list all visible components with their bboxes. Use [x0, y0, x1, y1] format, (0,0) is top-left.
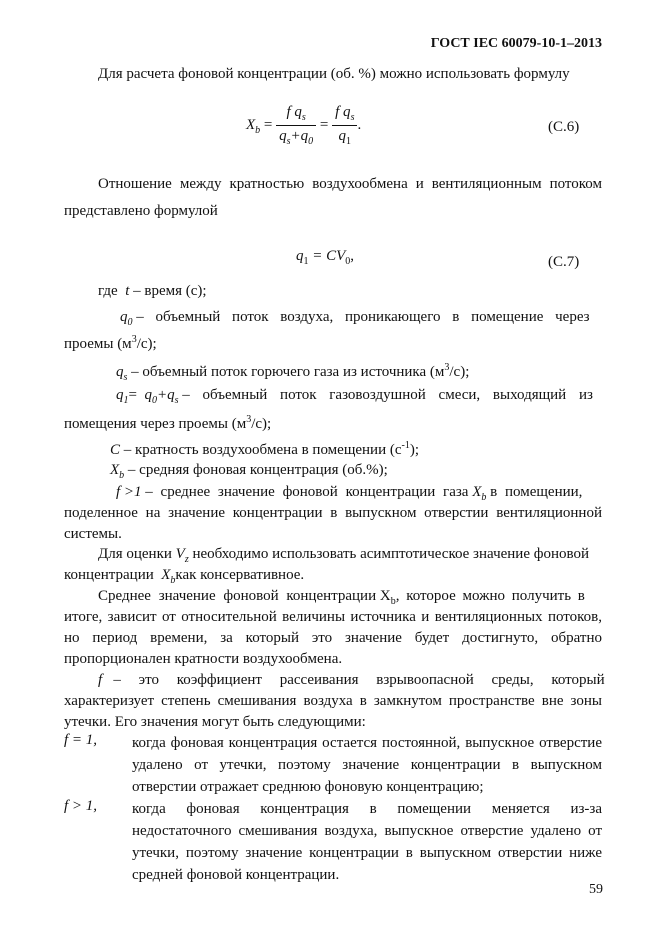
- equation-c7: $q_1 = CV_0$,: [296, 248, 355, 267]
- c-definition: C – кратность воздухообмена в помещении $(с^{-1})$;: [110, 440, 420, 458]
- item-2-text: когда фоновая концентрация в помещении меняется из-за недостаточного смешивания воздуха, выпускное отверстие удалено от утечки, поэтому значение концентрации в выпускном отверстии ниже средней фоновой концентрации.: [132, 801, 602, 883]
- avg-paragraph-line-1: Среднее значение фоновой концентрации $X_b$, которое можно получить в: [98, 588, 585, 607]
- vz-paragraph-line-2: концентрации $X_bкак$ консервативное.: [64, 567, 305, 586]
- page-number: 59: [589, 882, 603, 897]
- q1-definition: $q_1= q_0+q_s$ – объемный поток газовоздушной смеси, выходящий из: [116, 387, 593, 406]
- q1-definition-cont: помещения через проемы $(м^3/с)$;: [64, 414, 272, 432]
- avg-paragraph-line-3: но период времени, за который это значение будет достигнуто, обратно: [64, 630, 602, 646]
- relation-line-2: представлено формулой: [64, 203, 218, 219]
- f1-definition-line-3: системы.: [64, 526, 122, 542]
- fdef-line-3: утечки. Его значения могут быть следующими:: [64, 714, 366, 730]
- item-2-label: f > 1,: [64, 798, 98, 814]
- q0-definition-cont: проемы $(м^3/с)$;: [64, 334, 157, 352]
- fdef-line-2: характеризует степень смешивания воздуха в замкнутом пространстве вне зоны: [64, 693, 602, 709]
- avg-paragraph-line-4: пропорционален кратности воздухообмена.: [64, 651, 343, 667]
- f1-definition: f >1 – среднее значение фоновой концентрации газа $X_b$ в помещении,: [116, 484, 583, 503]
- item-1-text: когда фоновая концентрация остается постоянной, выпускное отверстие удалено от утечки, поэтому значение концентрации в выпускном отверстии отражает среднюю фоновую концентрацию;: [132, 735, 602, 795]
- document-header: ГОСТ IEC 60079-10-1–2013: [430, 36, 602, 51]
- equation-c6: $X_b$ = $\frac{f q_s}{q_s+q_0}$ = $\frac{f q_s}{q_1}$ .: [246, 104, 362, 147]
- avg-paragraph-line-2: итоге, зависит от относительной величины источника и вентиляционных потоков,: [64, 609, 602, 625]
- intro-text: Для расчета фоновой концентрации (об. %) можно использовать формулу: [98, 66, 570, 82]
- f1-definition-line-2: поделенное на значение концентрации в выпускном отверстии вентиляционной: [64, 505, 602, 521]
- qs-definition: $q_s$ – объемный поток горючего газа из источника $(м^3/с)$;: [116, 362, 470, 383]
- where-line: где t – время (с);: [98, 283, 207, 299]
- equation-c6-number: (C.6): [548, 119, 580, 135]
- vz-paragraph-line-1: Для оценки $V_z$ необходимо использовать асимптотическое значение фоновой: [98, 546, 589, 565]
- q0-definition: $q_0$ – объемный поток воздуха, проникающего в помещение через: [120, 309, 590, 328]
- item-1-label: f = 1,: [64, 732, 98, 748]
- equation-c7-number: (C.7): [548, 254, 580, 270]
- relation-line-1: Отношение между кратностью воздухообмена и вентиляционным потоком: [98, 176, 602, 192]
- fdef-line-1: f – это коэффициент рассеивания взрывоопасной среды, который: [98, 672, 605, 688]
- xb-definition: $X_b$ – средняя фоновая концентрация (об.%);: [110, 462, 388, 481]
